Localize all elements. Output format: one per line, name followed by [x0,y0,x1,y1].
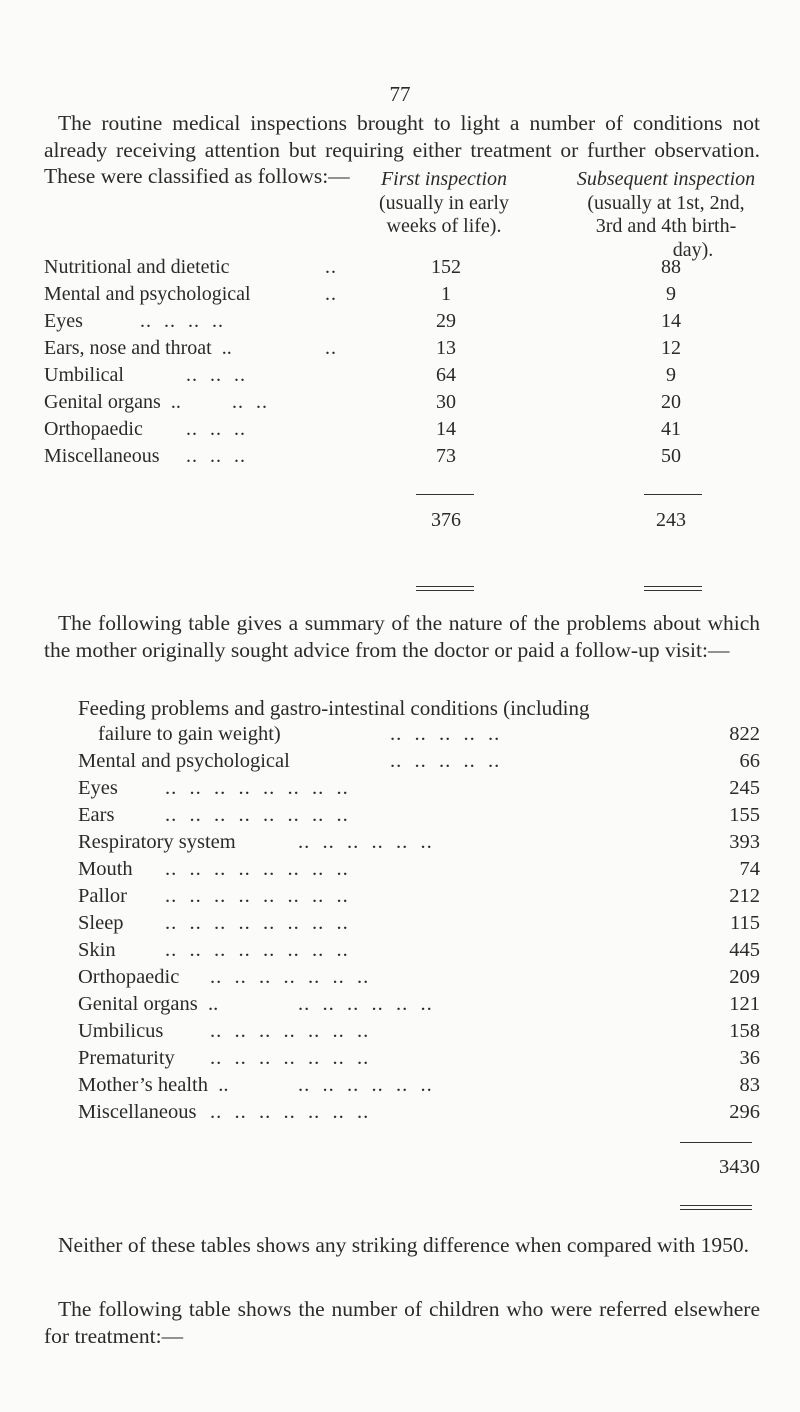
row-value: 66 [739,750,760,772]
leader-dots: .. .. .. .. .. [390,750,501,772]
row-label: Mental and psychological [78,750,290,772]
table-row [0,281,800,307]
row-label: Mouth [78,858,133,880]
table-row [0,416,800,442]
leader-dots: .. .. .. .. .. .. [298,831,433,853]
total-rule-subsequent [644,494,702,495]
first-value: 14 [436,418,456,440]
row-value: 212 [729,885,760,907]
row-value: 74 [739,858,760,880]
table2-row [0,1045,800,1072]
row-label: Orthopaedic [44,418,143,440]
subsequent-inspection-header [540,168,792,262]
leader-dots: .. [325,256,337,278]
table2-row [0,775,800,802]
table2-double-rule [680,1205,752,1210]
row-value: 121 [729,993,760,1015]
row-value: 83 [739,1074,760,1096]
row-label: Prematurity [78,1047,175,1069]
row-label: Umbilical [44,364,124,386]
row-value: 296 [729,1101,760,1123]
row-label: Respiratory system [78,831,236,853]
table2-row [0,883,800,910]
leader-dots: .. .. .. [186,418,246,440]
leader-dots: .. .. .. .. .. .. .. [210,966,370,988]
row-label: Mental and psychological [44,283,251,305]
row-label: Ears, nose and throat .. [44,337,232,359]
subsequent-value: 41 [661,418,681,440]
subsequent-value: 88 [661,256,681,278]
table-row [0,443,800,469]
row-label: failure to gain weight) [98,723,281,745]
second-paragraph-text: The following table gives a summary of the nature of the problems about which the mother originally sought advice from the doctor or paid a follow-up visit:— [44,611,760,662]
third-paragraph-text: Neither of these tables shows any striking difference when compared with 1950. [58,1233,749,1257]
first-inspection-header [328,168,560,239]
table-row [0,308,800,334]
row-label: Eyes [44,310,83,332]
subsequent-value: 50 [661,445,681,467]
first-value: 30 [436,391,456,413]
row-value: 445 [729,939,760,961]
row-label: Ears [78,804,115,826]
leader-dots: .. .. .. [186,364,246,386]
row-label: Genital organs .. [78,993,219,1015]
leader-dots: .. .. .. .. .. .. .. .. [165,777,349,799]
row-value: 245 [729,777,760,799]
row-label: Sleep [78,912,124,934]
row-label: Miscellaneous [44,445,160,467]
row-value: 393 [729,831,760,853]
subsequent-inspection-sub3: day). [672,238,714,261]
first-value: 152 [431,256,461,278]
table2-row [0,1018,800,1045]
table2-row [0,964,800,991]
row-label: Skin [78,939,116,961]
subsequent-value: 9 [666,364,676,386]
table2-row [0,991,800,1018]
row-value: 115 [730,912,760,934]
table-row [0,335,800,361]
row-value: 36 [739,1047,760,1069]
double-rule-subsequent [644,586,702,591]
subsequent-inspection-sub2: 3rd and 4th birth- [595,215,737,237]
table2-total-row [0,1154,800,1181]
leader-dots: .. .. .. .. .. .. .. [210,1101,370,1123]
table-row [0,389,800,415]
fourth-paragraph-text: The following table shows the number of children who were referred elsewhere for treatment:— [44,1297,760,1348]
subsequent-value: 12 [661,337,681,359]
subsequent-value: 14 [661,310,681,332]
first-inspection-sub1: (usually in early [379,191,509,214]
first-inspection-title: First inspection [380,168,508,190]
double-rule-first [416,586,474,591]
table-row [0,362,800,388]
leader-dots: .. .. .. .. .. .. .. [210,1047,370,1069]
leader-dots: .. .. .. .. .. [390,723,501,745]
leader-dots: .. .. .. .. .. .. .. .. [165,885,349,907]
third-paragraph [44,1232,760,1259]
second-paragraph [44,610,760,663]
first-value: 73 [436,445,456,467]
intro-paragraph-text: The routine medical inspections brought to light a number of conditions not already receiving attention but requiring either treatment or further observation. These were classified as follows:— [44,111,760,188]
table2-first-label-line1: Feeding problems and gastro-intestinal conditions (including [78,696,590,720]
leader-dots: .. .. .. .. .. .. [298,1074,433,1096]
table1-header [0,168,800,268]
row-label: Orthopaedic [78,966,180,988]
leader-dots: .. .. .. .. .. .. .. .. [165,858,349,880]
table2-total-rule [680,1142,752,1143]
table2-row [0,802,800,829]
table2-row [0,910,800,937]
first-value: 13 [436,337,456,359]
subsequent-value: 20 [661,391,681,413]
leader-dots: .. .. [232,391,268,413]
table2-total: 3430 [719,1156,760,1178]
table2-row [0,748,800,775]
totals-row [0,507,800,533]
leader-dots: .. .. .. .. [140,310,224,332]
row-label: Pallor [78,885,127,907]
first-value: 29 [436,310,456,332]
row-value: 209 [729,966,760,988]
table2-row [0,1072,800,1099]
first-total: 376 [431,509,461,531]
row-value: 155 [729,804,760,826]
table2-row [0,937,800,964]
page-number: 77 [389,82,411,106]
row-label: Umbilicus [78,1020,164,1042]
row-value: 158 [729,1020,760,1042]
fourth-paragraph [44,1296,760,1349]
table2-row [0,856,800,883]
leader-dots: .. .. .. .. .. .. .. .. [165,912,349,934]
leader-dots: .. .. .. .. .. .. .. .. [165,939,349,961]
subsequent-value: 9 [666,283,676,305]
table2-row [0,829,800,856]
first-value: 1 [441,283,451,305]
leader-dots: .. .. .. [186,445,246,467]
table2-row [0,1099,800,1126]
leader-dots: .. [325,337,337,359]
leader-dots: .. .. .. .. .. .. [298,993,433,1015]
subsequent-total: 243 [656,509,686,531]
subsequent-inspection-sub1: (usually at 1st, 2nd, [587,191,745,214]
leader-dots: .. .. .. .. .. .. .. .. [165,804,349,826]
leader-dots: .. .. .. .. .. .. .. [210,1020,370,1042]
row-label: Genital organs .. [44,391,181,413]
table-row [0,254,800,280]
first-value: 64 [436,364,456,386]
first-inspection-sub2: weeks of life). [386,215,502,237]
row-label: Mother’s health .. [78,1074,229,1096]
row-label: Nutritional and dietetic [44,256,230,278]
subsequent-inspection-title: Subsequent inspection [576,168,756,190]
row-label: Eyes [78,777,118,799]
table2-row [0,721,800,748]
leader-dots: .. [325,283,337,305]
row-value: 822 [729,723,760,745]
row-label: Miscellaneous [78,1101,197,1123]
total-rule-first [416,494,474,495]
